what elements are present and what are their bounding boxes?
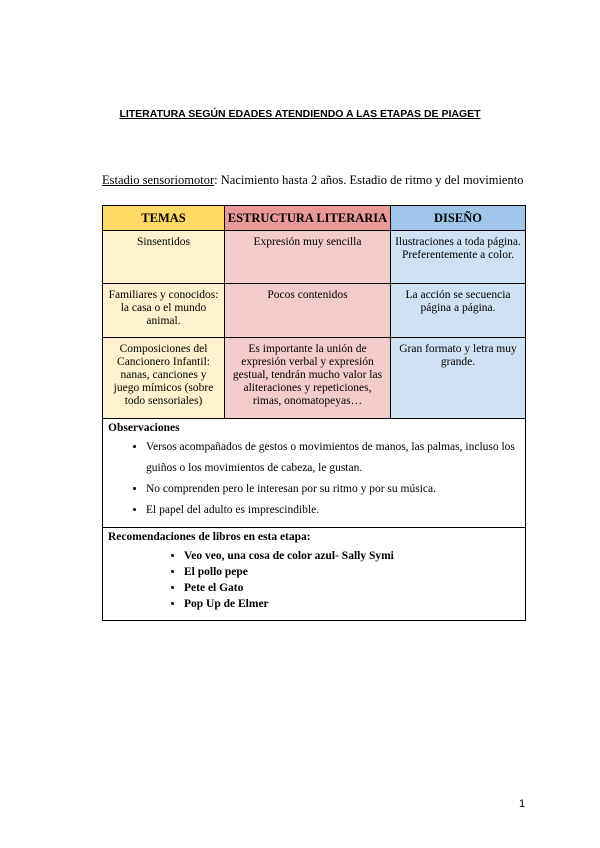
observations-heading: Observaciones: [108, 422, 180, 434]
stage-line: [102, 173, 523, 188]
recommendations-heading: Recomendaciones de libros en esta etapa:: [108, 531, 311, 543]
list-item: • El pollo pepe: [184, 564, 520, 580]
cell-temas: Familiares y conocidos: la casa o el mundo animal.: [108, 289, 219, 327]
cell-diseno: Ilustraciones a toda página. Preferentemente a color.: [395, 236, 521, 261]
observations-box: [103, 419, 525, 527]
piaget-table: [102, 205, 526, 621]
list-item: • El papel del adulto es imprescindible.: [146, 500, 520, 521]
list-item: • Pete el Gato: [184, 580, 520, 596]
list-item: • Veo veo, una cosa de color azul- Sally Symi: [184, 548, 520, 564]
page-number: 1: [519, 798, 526, 810]
header-estructura: ESTRUCTURA LITERARIA: [225, 206, 391, 231]
table-row: [103, 284, 526, 338]
table-header-row: [103, 206, 526, 231]
cell-estructura: Pocos contenidos: [267, 289, 348, 301]
stage-label: Estadio sensoriomotor: [102, 173, 215, 187]
stage-description: : Nacimiento hasta 2 años. Estadio de ritmo y del movimiento: [214, 173, 524, 187]
table-row: [103, 231, 526, 284]
list-item: • Versos acompañados de gestos o movimientos de manos, las palmas, incluso los guiños o los movimientos de cabeza, le gustan.: [146, 437, 520, 479]
recommendations-box: [103, 528, 525, 620]
recommendations-row: [103, 528, 526, 621]
cell-diseno: Gran formato y letra muy grande.: [399, 343, 517, 368]
cell-estructura: Expresión muy sencilla: [253, 236, 362, 248]
cell-diseno: La acción se secuencia página a página.: [405, 289, 511, 314]
header-diseno: DISEÑO: [391, 206, 526, 231]
document-title: LITERATURA SEGÚN EDADES ATENDIENDO A LAS ETAPAS DE PIAGET: [119, 108, 481, 120]
recommendations-list: [108, 548, 520, 612]
list-item: • No comprenden pero le interesan por su ritmo y por su música.: [146, 479, 520, 500]
cell-temas: Composiciones del Cancionero Infantil: nanas, canciones y juego mímicos (sobre todo sensoriales): [113, 343, 214, 407]
cell-estructura: Es importante la unión de expresión verbal y expresión gestual, tendrán mucho valor las aliteraciones y repeticiones, rimas, onomatopeyas…: [232, 343, 383, 407]
table-row: [103, 338, 526, 419]
header-temas: TEMAS: [103, 206, 225, 231]
observations-row: [103, 419, 526, 528]
observations-list: [108, 437, 520, 521]
cell-temas: Sinsentidos: [136, 236, 191, 248]
list-item: • Pop Up de Elmer: [184, 596, 520, 612]
